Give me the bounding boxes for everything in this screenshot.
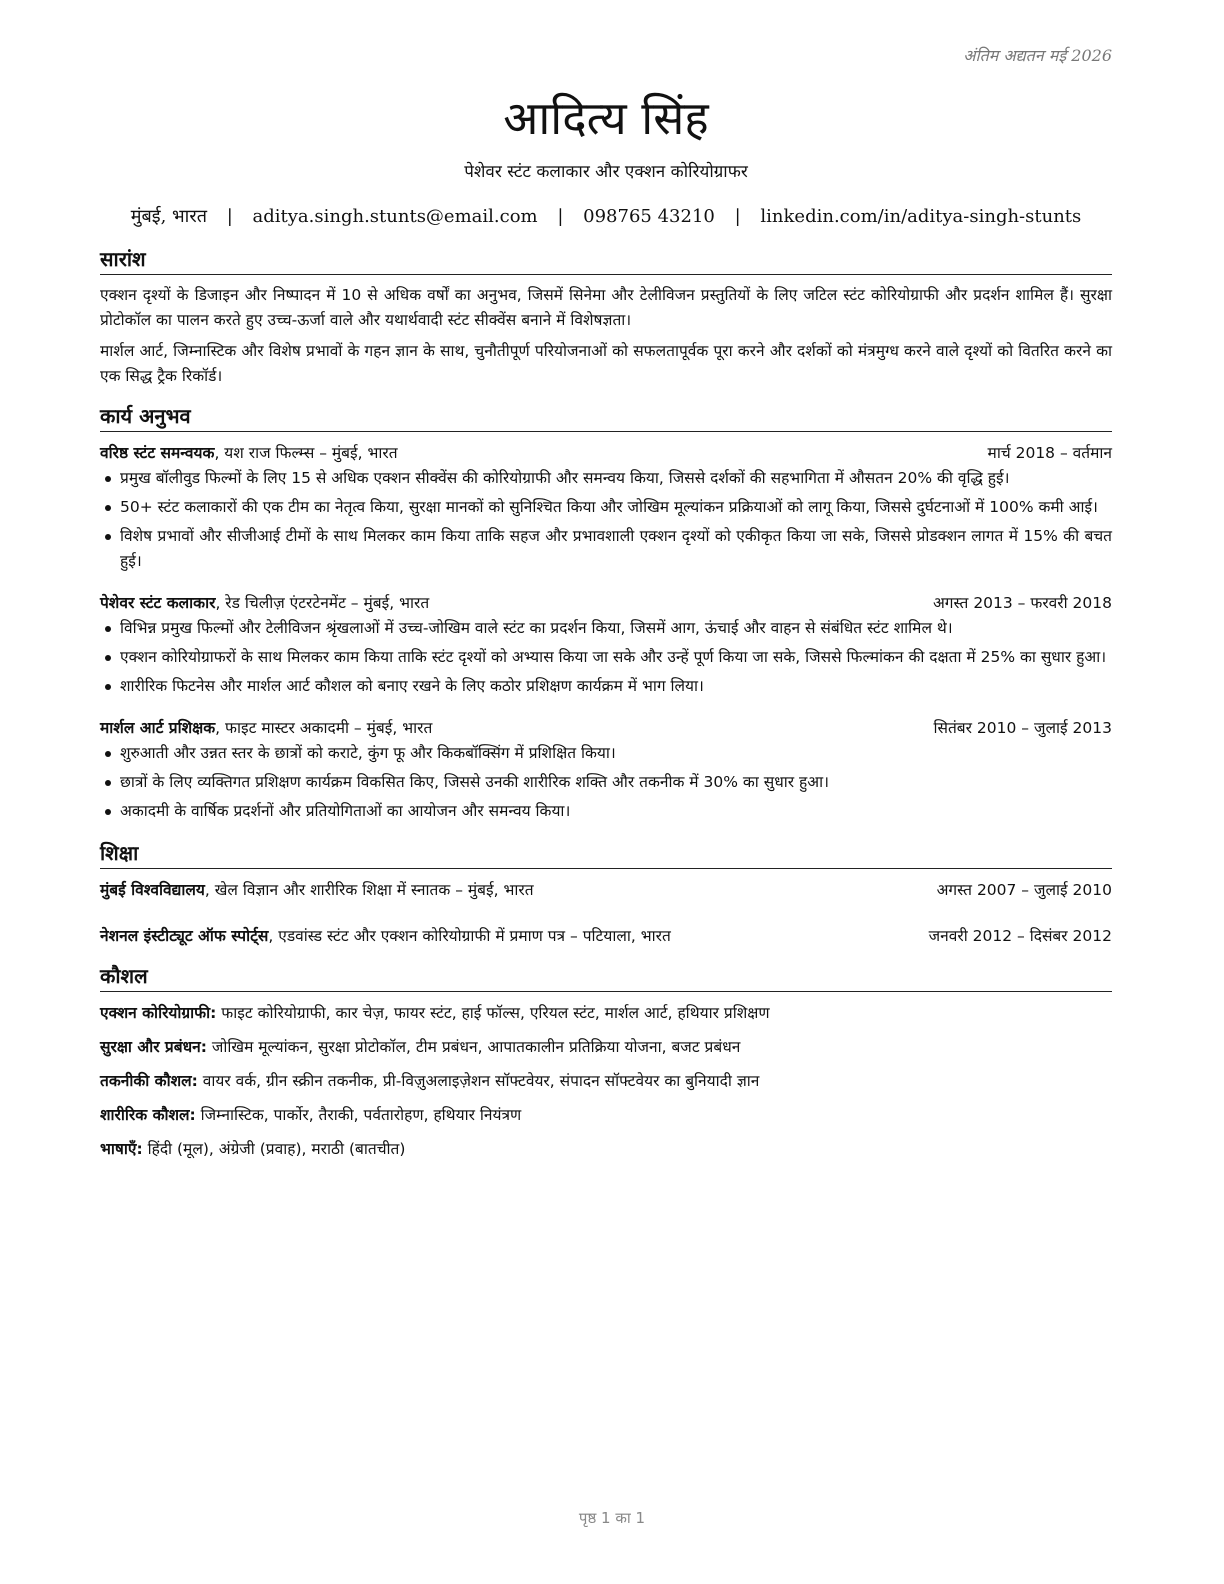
job-bullet: विशेष प्रभावों और सीजीआई टीमों के साथ मिलकर काम किया ताकि सहज और प्रभावशाली एक्शन दृश्यों को एकीकृत किया जा सके, जिससे प्रोडक्शन लागत में 15% की बचत हुई। — [100, 524, 1112, 574]
page-number: पृष्ठ 1 का 1 — [578, 1509, 646, 1527]
education-detail: , एडवांस्ड स्टंट और एक्शन कोरियोग्राफी में प्रमाण पत्र – पटियाला, भारत — [268, 927, 671, 945]
skill-label: तकनीकी कौशल: — [100, 1072, 198, 1090]
skill-row — [100, 1102, 1112, 1128]
job-title-line — [100, 590, 429, 616]
job-bullet: शुरुआती और उन्नत स्तर के छात्रों को कराटे, कुंग फू और किकबॉक्सिंग में प्रशिक्षित किया। — [100, 741, 1112, 766]
education-school: मुंबई विश्वविद्यालय — [100, 881, 205, 899]
section-title-experience: कार्य अनुभव — [100, 403, 1112, 432]
section-title-education: शिक्षा — [100, 840, 1112, 869]
job-dates: अगस्त 2013 – फरवरी 2018 — [932, 594, 1112, 612]
job-bullets — [100, 466, 1112, 574]
job-bullet: अकादमी के वार्षिक प्रदर्शनों और प्रतियोगिताओं का आयोजन और समन्वय किया। — [100, 799, 1112, 824]
job-header — [100, 440, 1112, 466]
section-title-summary: सारांश — [100, 246, 1112, 275]
contact-location: मुंबई, भारत — [130, 206, 207, 227]
contact-email[interactable]: aditya.singh.stunts@email.com — [252, 206, 538, 227]
skill-value: वायर वर्क, ग्रीन स्क्रीन तकनीक, प्री-विज़ुअलाइज़ेशन सॉफ्टवेयर, संपादन सॉफ्टवेयर का बुनियादी ज्ञान — [197, 1072, 760, 1090]
education-title-line — [100, 923, 671, 949]
job-dates: मार्च 2018 – वर्तमान — [987, 444, 1112, 462]
job-title-line — [100, 715, 432, 741]
contact-separator: | — [557, 206, 564, 227]
candidate-name: आदित्य सिंह — [503, 91, 709, 145]
education-title-line — [100, 877, 534, 903]
summary-paragraph: एक्शन दृश्यों के डिजाइन और निष्पादन में 10 से अधिक वर्षों का अनुभव, जिसमें सिनेमा और टेलीविजन प्रस्तुतियों के लिए जटिल स्टंट कोरियोग्राफी और प्रदर्शन शामिल हैं। सुरक्षा प्रोटोकॉल का पालन करते हुए उच्च-ऊर्जा वाले और यथार्थवादी स्टंट सीक्वेंस बनाने में विशेषज्ञता। — [100, 286, 1112, 329]
skill-value: फाइट कोरियोग्राफी, कार चेज़, फायर स्टंट, हाई फॉल्स, एरियल स्टंट, मार्शल आर्ट, हथियार प्रशिक्षण — [216, 1004, 770, 1022]
job-entry — [100, 590, 1112, 699]
job-bullet: शारीरिक फिटनेस और मार्शल आर्ट कौशल को बनाए रखने के लिए कठोर प्रशिक्षण कार्यक्रम में भाग लिया। — [100, 674, 1112, 699]
contact-separator: | — [226, 206, 233, 227]
job-title-line — [100, 440, 398, 466]
contact-phone: 098765 43210 — [583, 206, 715, 227]
job-bullet: एक्शन कोरियोग्राफरों के साथ मिलकर काम किया ताकि स्टंट दृश्यों को अभ्यास किया जा सके और उन्हें पूर्ण किया जा सके, जिससे फिल्मांकन की दक्षता में 25% का सुधार हुआ। — [100, 645, 1112, 670]
job-bullets — [100, 741, 1112, 824]
candidate-tagline: पेशेवर स्टंट कलाकार और एक्शन कोरियोग्राफर — [464, 162, 748, 182]
education-list — [100, 877, 1112, 949]
skill-value: जोखिम मूल्यांकन, सुरक्षा प्रोटोकॉल, टीम प्रबंधन, आपातकालीन प्रतिक्रिया योजना, बजट प्रबंधन — [206, 1038, 741, 1056]
job-header — [100, 590, 1112, 616]
summary-paragraph: मार्शल आर्ट, जिम्नास्टिक और विशेष प्रभावों के गहन ज्ञान के साथ, चुनौतीपूर्ण परियोजनाओं को सफलतापूर्वक पूरा करने और दर्शकों को मंत्रमुग्ध करने वाले दृश्यों को वितरित करने का एक सिद्ध ट्रैक रिकॉर्ड। — [100, 342, 1112, 385]
skill-label: एक्शन कोरियोग्राफी: — [100, 1004, 217, 1022]
contact-linkedin[interactable]: linkedin.com/in/aditya-singh-stunts — [760, 206, 1082, 227]
skill-row — [100, 1000, 1112, 1026]
education-entry — [100, 877, 1112, 903]
job-bullets — [100, 616, 1112, 699]
education-dates: अगस्त 2007 – जुलाई 2010 — [936, 881, 1112, 899]
skill-label: भाषाएँ: — [100, 1140, 143, 1158]
resume-page — [100, 40, 1112, 1170]
education-school: नेशनल इंस्टीट्यूट ऑफ स्पोर्ट्स — [100, 927, 269, 945]
contact-separator: | — [734, 206, 741, 227]
skill-value: जिम्नास्टिक, पार्कोर, तैराकी, पर्वतारोहण, हथियार नियंत्रण — [195, 1106, 522, 1124]
job-role: पेशेवर स्टंट कलाकार — [100, 594, 216, 612]
skill-row — [100, 1068, 1112, 1094]
skill-label: सुरक्षा और प्रबंधन: — [100, 1038, 207, 1056]
education-entry — [100, 923, 1112, 949]
education-detail: , खेल विज्ञान और शारीरिक शिक्षा में स्नातक – मुंबई, भारत — [204, 881, 534, 899]
education-dates: जनवरी 2012 – दिसंबर 2012 — [928, 927, 1112, 945]
contact-line — [100, 204, 1112, 230]
skill-value: हिंदी (मूल), अंग्रेजी (प्रवाह), मराठी (बातचीत) — [142, 1140, 406, 1158]
job-org: , फाइट मास्टर अकादमी – मुंबई, भारत — [215, 719, 433, 737]
skill-row — [100, 1034, 1112, 1060]
job-role: वरिष्ठ स्टंट समन्वयक — [100, 444, 215, 462]
job-dates: सितंबर 2010 – जुलाई 2013 — [933, 719, 1112, 737]
skill-row — [100, 1136, 1112, 1162]
section-title-skills: कौशल — [100, 963, 1112, 992]
job-org: , यश राज फिल्म्स – मुंबई, भारत — [214, 444, 398, 462]
job-bullet: 50+ स्टंट कलाकारों की एक टीम का नेतृत्व किया, सुरक्षा मानकों को सुनिश्चित किया और जोखिम मूल्यांकन प्रक्रियाओं को लागू किया, जिससे दुर्घटनाओं में 100% कमी आई। — [100, 495, 1112, 520]
job-entry — [100, 440, 1112, 574]
job-org: , रेड चिलीज़ एंटरटेनमेंट – मुंबई, भारत — [215, 594, 430, 612]
skill-label: शारीरिक कौशल: — [100, 1106, 196, 1124]
job-entry — [100, 715, 1112, 824]
job-header — [100, 715, 1112, 741]
job-role: मार्शल आर्ट प्रशिक्षक — [100, 719, 216, 737]
job-bullet: प्रमुख बॉलीवुड फिल्मों के लिए 15 से अधिक एक्शन सीक्वेंस की कोरियोग्राफी और समन्वय किया, जिससे दर्शकों की सहभागिता में औसतन 20% की वृद्धि हुई। — [100, 466, 1112, 491]
job-bullet: छात्रों के लिए व्यक्तिगत प्रशिक्षण कार्यक्रम विकसित किए, जिससे उनकी शारीरिक शक्ति और तकनीक में 30% का सुधार हुआ। — [100, 770, 1112, 795]
last-updated: अंतिम अद्यतन मई 2026 — [963, 46, 1112, 65]
job-bullet: विभिन्न प्रमुख फिल्मों और टेलीविजन श्रृंखलाओं में उच्च-जोखिम वाले स्टंट का प्रदर्शन किया, जिसमें आग, ऊंचाई और वाहन से संबंधित स्टंट शामिल थे। — [100, 616, 1112, 641]
